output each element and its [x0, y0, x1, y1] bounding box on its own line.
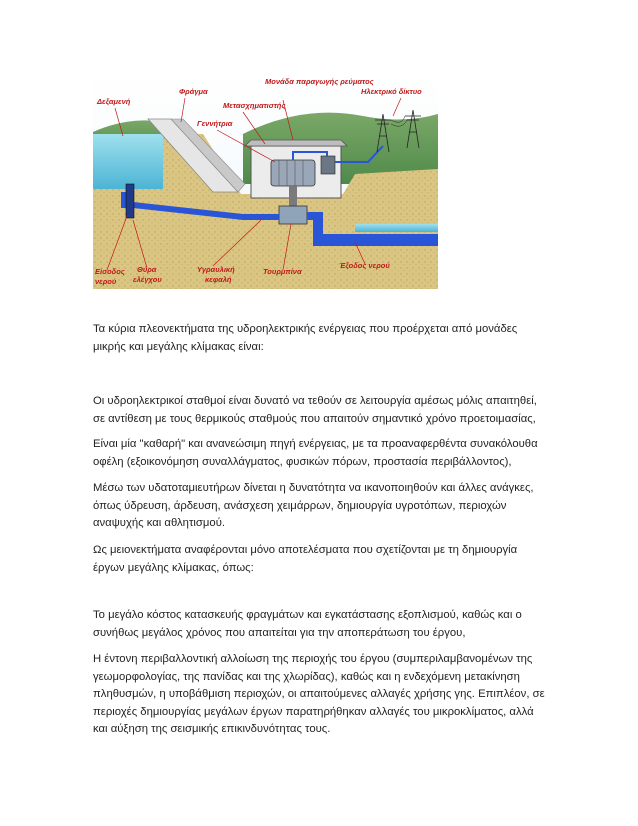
label-inlet-line1: Είσοδος — [95, 267, 125, 276]
label-production-unit — [265, 77, 374, 86]
label-turbine: Τουρμπίνα — [263, 267, 302, 276]
reservoir-water — [93, 134, 163, 189]
paragraph-disadvantages-intro: Ως μειονεκτήματα αναφέρονται μόνο αποτελέσματα που σχετίζονται με τη δημιουργία έργων μεγάλης κλίμακας, όπως: — [93, 544, 518, 574]
label-outlet: Έξοδος νερού — [339, 261, 390, 270]
paragraph-advantage-1: Οι υδροηλεκτρικοί σταθμοί είναι δυνατό να τεθούν σε λειτουργία αμέσως μόλις απαιτηθεί, σε αντίθεση με τους θερμικούς σταθμούς που απαιτούν σημαντικό χρόνο προετοιμασίας, — [93, 395, 537, 425]
label-transformer: Μετασχηματιστής — [223, 101, 286, 110]
powerhouse-roof — [245, 140, 347, 146]
diagram-svg — [93, 74, 438, 289]
tailwater — [355, 224, 438, 232]
label-grid: Ηλεκτρικό δίκτυο — [361, 87, 422, 96]
turbine-shaft — [289, 186, 297, 208]
control-gate — [126, 184, 134, 218]
transformer — [321, 156, 335, 174]
label-production-unit-line: Μονάδα παραγωγής ρεύματος — [265, 77, 374, 86]
paragraph-disadvantage-1: Το μεγάλο κόστος κατασκευής φραγμάτων και εγκατάστασης εξοπλισμού, καθώς και ο συνήθως μεγάλος χρόνος που απαιτείται για την αποπεράτωση του έργου, — [93, 609, 522, 639]
label-inlet-line2: νερού — [95, 277, 117, 286]
label-generator: Γεννήτρια — [197, 119, 233, 128]
label-reservoir: Δεξαμενή — [97, 97, 131, 106]
turbine — [279, 206, 307, 224]
label-control-gate-line1: Θύρα — [137, 265, 157, 274]
label-control-gate-line2: ελέγχου — [133, 275, 162, 284]
paragraph-advantages-intro: Τα κύρια πλεονεκτήματα της υδροηλεκτρικής ενέργειας που προέρχεται από μονάδες μικρής και μεγάλης κλίμακας είναι: — [93, 323, 518, 353]
label-hydraulic-head-line2: κεφαλή — [205, 275, 232, 284]
generator — [271, 160, 315, 186]
label-hydraulic-head-line1: Υγραυλική — [197, 265, 235, 274]
paragraph-advantage-2: Είναι μία "καθαρή" και ανανεώσιμη πηγή ενέργειας, με τα προαναφερθέντα συνακόλουθα οφέλη (εξοικονόμηση συναλλάγματος, φυσικών πόρων, προστασία περιβάλλοντος), — [93, 438, 538, 468]
paragraph-advantage-3: Μέσω των υδατοταμιευτήρων δίνεται η δυνατότητα να ικανοποιηθούν και άλλες ανάγκες, όπως ύδρευση, άρδευση, ανάσχεση χειμάρρων, δημιουργία υγροτόπων, περιοχών αναψυχής και αθλητισμού. — [93, 482, 534, 529]
hydroelectric-plant-diagram — [93, 74, 438, 289]
label-dam: Φράγμα — [179, 87, 208, 96]
paragraph-disadvantage-2: Η έντονη περιβαλλοντική αλλοίωση της περιοχής του έργου (συμπεριλαμβανομένων της γεωμορφολογίας, της πανίδας και της χλωρίδας), καθώς και η ενδεχόμενη μετακίνηση πληθυσμών, η υποβάθμιση περιοχών, οι απαιτούμενες αλλαγές χρήσης γης. Επιπλέον, σε περιοχές δημιουργίας μεγάλων έργων παρατηρήθηκαν αλλαγές του μικροκλίματος, αλλά και αύξηση της σεισμικής επικινδυνότητας τους. — [93, 653, 545, 735]
